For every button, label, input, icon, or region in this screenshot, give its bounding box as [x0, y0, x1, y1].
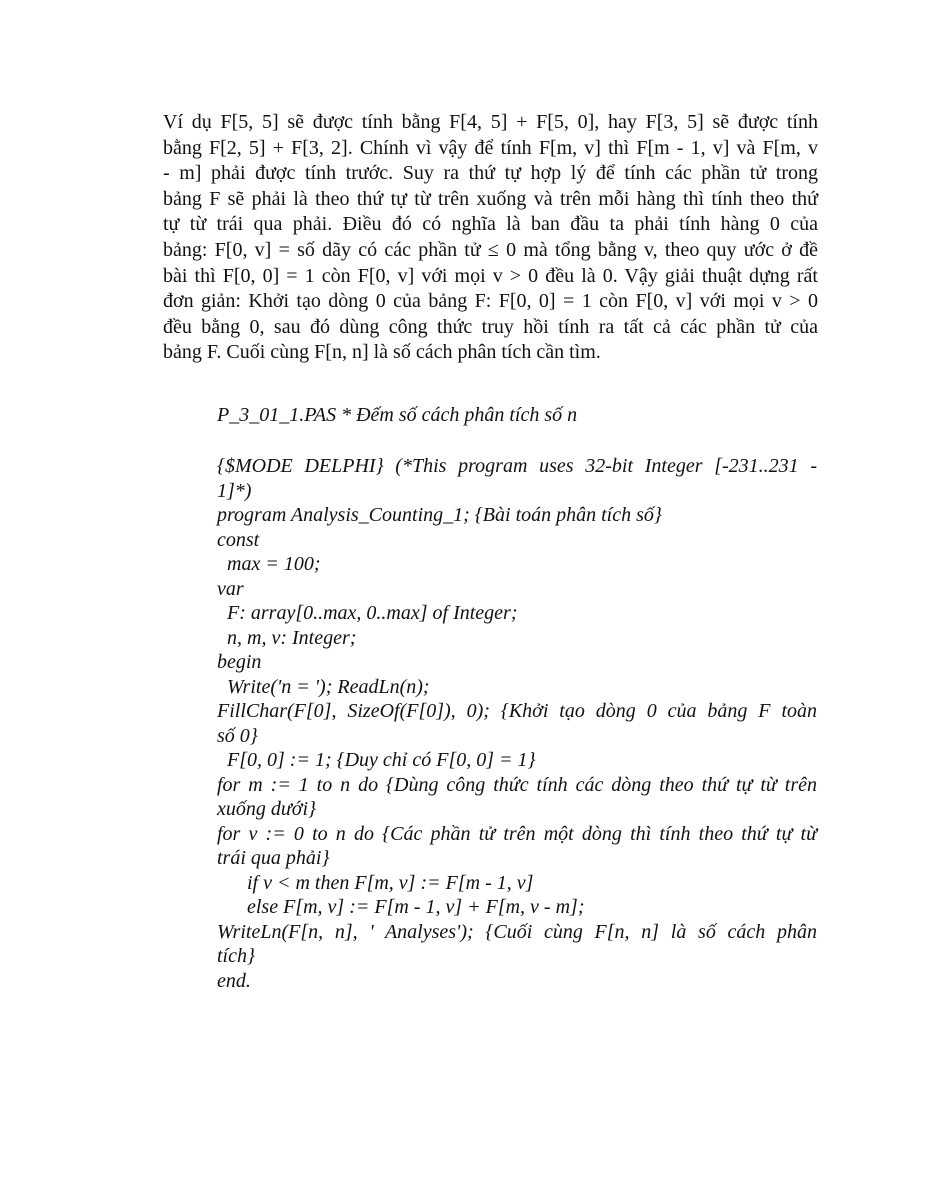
code-line: xuống dưới}	[217, 798, 317, 820]
code-line: trái qua phải}	[217, 847, 330, 869]
code-line: {$MODE DELPHI} (*This program uses 32-bit Integer [-231..231 -	[217, 455, 817, 477]
explanation-paragraph	[163, 110, 818, 366]
paragraph-line: tự từ trái qua phải. Điều đó có nghĩa là ban đầu ta phải tính hàng 0 của	[163, 213, 818, 236]
code-line: WriteLn(F[n, n], ' Analyses'); {Cuối cùng F[n, n] là số cách phân	[217, 920, 817, 943]
code-line: else F[m, v] := F[m - 1, v] + F[m, v - m];	[217, 896, 585, 918]
code-line: tích}	[217, 945, 255, 967]
code-line: F[0, 0] := 1; {Duy chỉ có F[0, 0] = 1}	[217, 749, 536, 771]
paragraph-line: - m] phải được tính trước. Suy ra thứ tự hợp lý để tính các phần tử trong	[163, 162, 818, 185]
paragraph-line: đơn giản: Khởi tạo dòng 0 của bảng F: F[0, 0] = 1 còn F[0, v] với mọi v > 0	[163, 290, 818, 313]
paragraph-line: bảng: F[0, v] = số dãy có các phần tử ≤ 0 mà tổng bằng v, theo quy ước ở đề	[163, 238, 818, 261]
code-listing	[217, 454, 817, 993]
code-title: P_3_01_1.PAS * Đếm số cách phân tích số n	[217, 404, 578, 426]
code-line: 1]*)	[217, 479, 252, 502]
paragraph-line: đều bằng 0, sau đó dùng công thức truy hồi tính ra tất cả các phần tử của	[163, 315, 818, 338]
code-line: if v < m then F[m, v] := F[m - 1, v]	[217, 871, 534, 894]
code-line: end.	[217, 969, 251, 992]
code-line: for v := 0 to n do {Các phần tử trên một dòng thì tính theo thứ tự từ	[217, 822, 817, 845]
code-line: Write('n = '); ReadLn(n);	[217, 675, 430, 698]
code-line: begin	[217, 651, 262, 673]
code-line: FillChar(F[0], SizeOf(F[0]), 0); {Khởi tạo dòng 0 của bảng F toàn	[217, 700, 817, 722]
code-line: n, m, v: Integer;	[217, 626, 357, 649]
paragraph-line: bài thì F[0, 0] = 1 còn F[0, v] với mọi v > 0 đều là 0. Vậy giải thuật dựng rất	[163, 264, 818, 287]
code-line: số 0}	[217, 724, 258, 747]
code-line: max = 100;	[217, 553, 321, 575]
code-line: F: array[0..max, 0..max] of Integer;	[217, 602, 518, 624]
paragraph-line: bảng F sẽ phải là theo thứ tự từ trên xuống và trên mỗi hàng thì tính theo thứ	[163, 187, 818, 210]
code-line: const	[217, 528, 260, 551]
paragraph-line: bảng F. Cuối cùng F[n, n] là số cách phân tích cần tìm.	[163, 341, 601, 364]
code-line: program Analysis_Counting_1; {Bài toán phân tích số}	[217, 504, 662, 526]
code-line: var	[217, 577, 244, 600]
code-line: for m := 1 to n do {Dùng công thức tính các dòng theo thứ tự từ trên	[217, 773, 817, 796]
paragraph-line: Ví dụ F[5, 5] sẽ được tính bằng F[4, 5] + F[5, 0], hay F[3, 5] sẽ được tính	[163, 111, 818, 133]
paragraph-line: bằng F[2, 5] + F[3, 2]. Chính vì vậy để tính F[m, v] thì F[m - 1, v] và F[m, v	[163, 136, 818, 159]
